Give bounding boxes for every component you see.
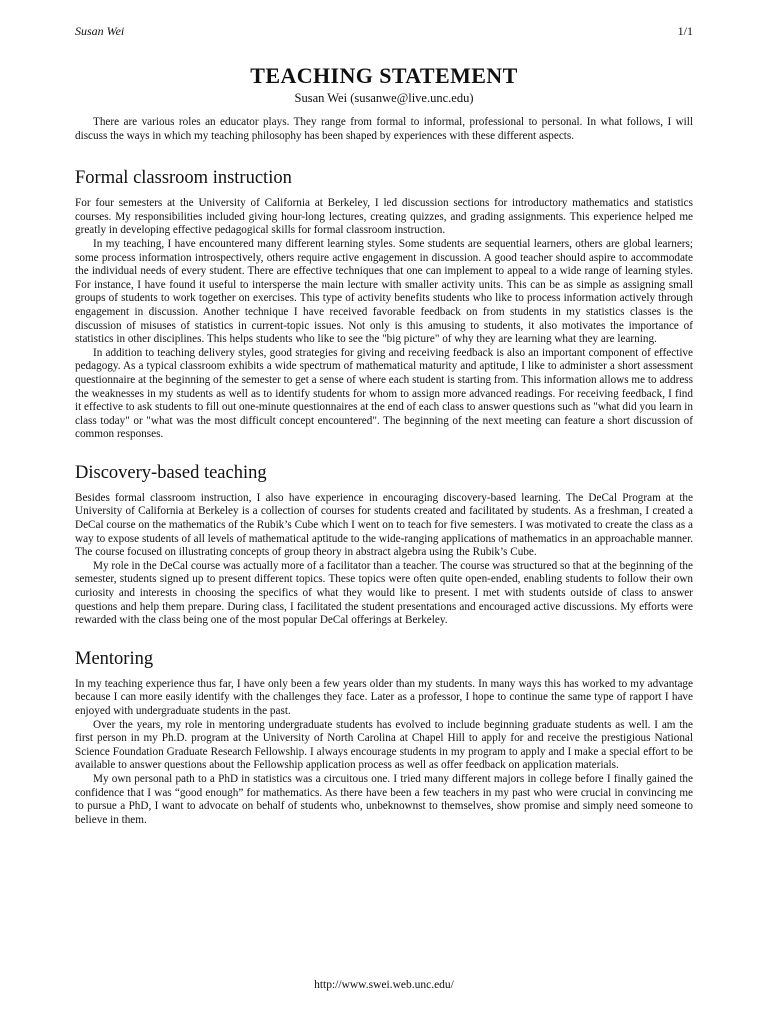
paragraph: For four semesters at the University of California at Berkeley, I led discussion sections for introductory mathematics and statistics courses. My responsibilities included giving hour-long lectures, creating quizzes, and grading assignments. This experience helped me greatly in developing effective pedagogical skills for formal classroom instruction. (75, 197, 693, 237)
section-mentoring (75, 648, 693, 828)
footer-url: http://www.swei.web.unc.edu/ (314, 979, 454, 991)
intro-paragraph: There are various roles an educator plays. They range from formal to informal, professional to personal. In what follows, I will discuss the ways in which my teaching philosophy has been shaped by experiences with these different aspects. (75, 116, 693, 142)
document-body (75, 62, 693, 847)
paragraph: Besides formal classroom instruction, I also have experience in encouraging discovery-based learning. The DeCal Program at the University of California at Berkeley is a collection of courses for students created and facilitated by students. As a freshman, I created a DeCal course on the mathematics of the Rubik’s Cube which I went on to teach for five semesters. I was motivated to create the class as a way to expose students of all levels of mathematical aptitude to the wide-ranging applications of mathematics in an approachable manner. The course focused on illustrating concepts of group theory in abstract algebra using the Rubik’s Cube. (75, 491, 693, 559)
author-line: Susan Wei (susanwe@live.unc.edu) (294, 91, 474, 105)
section-heading: Discovery-based teaching (75, 462, 267, 483)
paragraph: In my teaching, I have encountered many different learning styles. Some students are sequential learners, others are global learners; some process information introspectively, others require active engagement in discussion. A good teacher should aspire to accommodate the individual needs of every student. There are effective techniques that one can implement to appeal to a wide range of learning styles. For instance, I have found it useful to intersperse the main lecture with smaller activity units. This can be as simple as assigning small groups of students to work together on exercises. This type of activity benefits students who like to process information actively through engagement in discussion. Another technique I have received favorable feedback on from students in my statistics classes is the discussion of misuses of statistics in current-topic issues. Not only is this amusing to students, it also motivates the importance of statistics in other disciplines. This helps students who like to see the "big picture" of why they are learning what they are learning. (75, 237, 693, 346)
header-author: Susan Wei (75, 24, 125, 38)
header-page-number: 1/1 (677, 24, 693, 38)
paragraph: Over the years, my role in mentoring undergraduate students has evolved to include beginning graduate students as well. I am the first person in my Ph.D. program at the University of North Carolina at Chapel Hill to apply for and receive the prestigious National Science Foundation Graduate Research Fellowship. I always encourage students in my program to apply and I make a special effort to be available to answer questions about the Fellowship application process as well as offer feedback on application materials. (75, 718, 693, 772)
document-title: TEACHING STATEMENT (250, 63, 518, 88)
section-heading: Mentoring (75, 648, 154, 669)
paragraph: In my teaching experience thus far, I have only been a few years older than my students. In many ways this has worked to my advantage because I can more easily identify with the challenges they face. Later as a professor, I hope to continue the same type of rapport I have enjoyed with undergraduate students in the past. (75, 677, 693, 717)
paragraph: In addition to teaching delivery styles, good strategies for giving and receiving feedback is also an important component of effective pedagogy. As a typical classroom exhibits a wide spectrum of mathematical maturity and aptitude, I like to administer a short assessment questionnaire at the beginning of the semester to get a sense of where each student is starting from. This information allows me to address the weaknesses in my students as well as to identify students for whom to assign more advanced readings. For receiving feedback, I find it effective to ask students to fill out one-minute questionnaires at the end of each class to answer questions such as "what did you learn in class today" or "what was the most difficult concept encountered". The beginning of the next meeting can feature a short discussion of common responses. (75, 346, 693, 441)
section-discovery-teaching (75, 462, 693, 628)
running-header (75, 24, 693, 40)
paragraph: My role in the DeCal course was actually more of a facilitator than a teacher. The course was structured so that at the beginning of the semester, students signed up to present different topics. These topics were often quite open-ended, enabling students to follow their own curiosity and interests in choosing the specifics of what they would like to present. I met with students outside of class to answer questions and help them prepare. During class, I facilitated the student presentations and encouraged active discussions. My efforts were rewarded with the class being one of the most popular DeCal offerings at Berkeley. (75, 559, 693, 627)
paragraph: My own personal path to a PhD in statistics was a circuitous one. I tried many different majors in college before I finally gained the confidence that I was “good enough” for mathematics. As there have been a few teachers in my past who were crucial in convincing me to pursue a PhD, I want to advocate on behalf of students who, unbeknownst to themselves, show promise and simply need someone to believe in them. (75, 772, 693, 826)
section-heading: Formal classroom instruction (75, 168, 292, 189)
section-formal-instruction (75, 167, 693, 442)
